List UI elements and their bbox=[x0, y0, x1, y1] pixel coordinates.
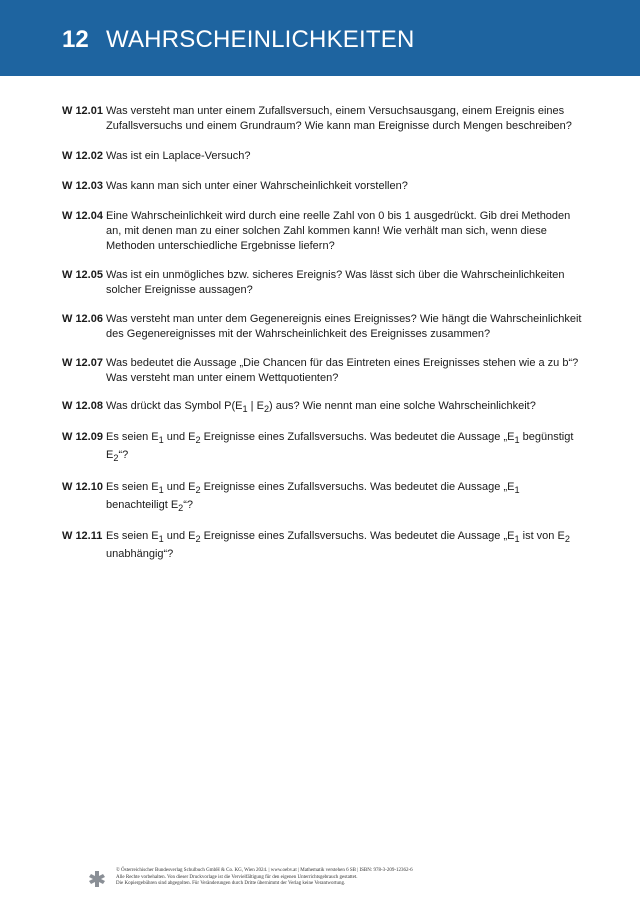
question-list bbox=[62, 104, 582, 562]
question-number: W 12.03 bbox=[62, 180, 103, 192]
question-item bbox=[62, 209, 582, 254]
question-item bbox=[62, 399, 582, 417]
footer bbox=[90, 868, 570, 888]
question-text: Was versteht man unter einem Zufallsversuch, einem Versuchsausgang, einem Ereignis eines Zufallsversuchs und einem Grundraum? Wie kann man Ereignisse durch Mengen beschreiben? bbox=[106, 105, 572, 132]
question-text: Es seien $E_1$ und $E_2$ Ereignisse eines Zufallsversuchs. Was bedeutet die Aussage $„E_1$ benachteiligt $E_2“$? bbox=[106, 480, 520, 513]
question-number: W 12.06 bbox=[62, 313, 103, 325]
question-number: W 12.09 bbox=[62, 431, 103, 444]
question-number: W 12.01 bbox=[62, 105, 103, 117]
question-number: W 12.05 bbox=[62, 269, 103, 281]
copyright-line-2: Alle Rechte vorbehalten. Von dieser Druckvorlage ist die Vervielfältigung für den eigenen Unterrichtsgebrauch gestattet. bbox=[116, 874, 358, 880]
question-item bbox=[62, 430, 582, 466]
copyright-notice bbox=[116, 868, 570, 888]
question-text: Eine Wahrscheinlichkeit wird durch eine reelle Zahl von 0 bis 1 ausgedrückt. Gib drei Methoden an, mit denen man zu einer solchen Zahl kommen kann! Wie verhält man sich, wenn diese Methoden unterschiedliche Ergebnisse liefern? bbox=[106, 210, 571, 252]
copyright-line-3: Die Kopiergebühren sind abgegolten. Für Veränderungen durch Dritte übernimmt der Verlag keine Verantwortung. bbox=[116, 881, 346, 886]
question-number: W 12.07 bbox=[62, 357, 103, 369]
question-item bbox=[62, 529, 582, 562]
question-text: Es seien $E_1$ und $E_2$ Ereignisse eines Zufallsversuchs. Was bedeutet die Aussage $„E_1$ ist von $E_2$ unabhängig“? bbox=[106, 529, 570, 561]
question-text: Was bedeutet die Aussage „Die Chancen für das Eintreten eines Ereignisses stehen wie a zu b“? Was versteht man unter einem Wettquotienten? bbox=[106, 357, 579, 384]
question-item bbox=[62, 312, 582, 342]
question-item bbox=[62, 179, 582, 194]
question-item bbox=[62, 356, 582, 386]
question-number: W 12.04 bbox=[62, 210, 103, 222]
question-text: Was ist ein Laplace-Versuch? bbox=[106, 150, 251, 162]
question-item bbox=[62, 480, 582, 516]
question-text: Es seien $E_1$ und $E_2$ Ereignisse eines Zufallsversuchs. Was bedeutet die Aussage $„E_1$ begünstigt $E_2“$? bbox=[106, 431, 574, 464]
question-number: W 12.10 bbox=[62, 480, 103, 493]
question-text: Was versteht man unter dem Gegenereignis eines Ereignisses? Wie hängt die Wahrscheinlichkeit des Gegenereignisses mit der Wahrscheinlichkeit des Ereignisses zusammen? bbox=[106, 313, 582, 340]
question-text: Was drückt das Symbol $P(E_1$ | $E_2$) aus? Wie nennt man eine solche Wahrscheinlichkeit? bbox=[106, 400, 536, 415]
copyright-line-1: © Österreichischer Bundesverlag Schulbuch GmbH & Co. KG, Wien 2024. | www.oebv.at | Mathematik verstehen 6 SB | ISBN: 978-3-209-12362-6 bbox=[116, 868, 413, 873]
question-number: W 12.08 bbox=[62, 400, 103, 412]
chapter-header bbox=[0, 0, 640, 76]
question-text: Was kann man sich unter einer Wahrscheinlichkeit vorstellen? bbox=[106, 180, 408, 192]
question-text: Was ist ein unmögliches bzw. sicheres Ereignis? Was lässt sich über die Wahrscheinlichkeiten solcher Ereignisse aussagen? bbox=[106, 269, 565, 296]
chapter-title: WAHRSCHEINLICHKEITEN bbox=[106, 26, 415, 53]
question-item bbox=[62, 149, 582, 164]
publisher-logo-icon bbox=[88, 870, 106, 888]
question-number: W 12.02 bbox=[62, 150, 103, 162]
chapter-number: 12 bbox=[62, 26, 89, 53]
question-item bbox=[62, 268, 582, 298]
question-number: W 12.11 bbox=[62, 529, 103, 542]
question-item bbox=[62, 104, 582, 134]
